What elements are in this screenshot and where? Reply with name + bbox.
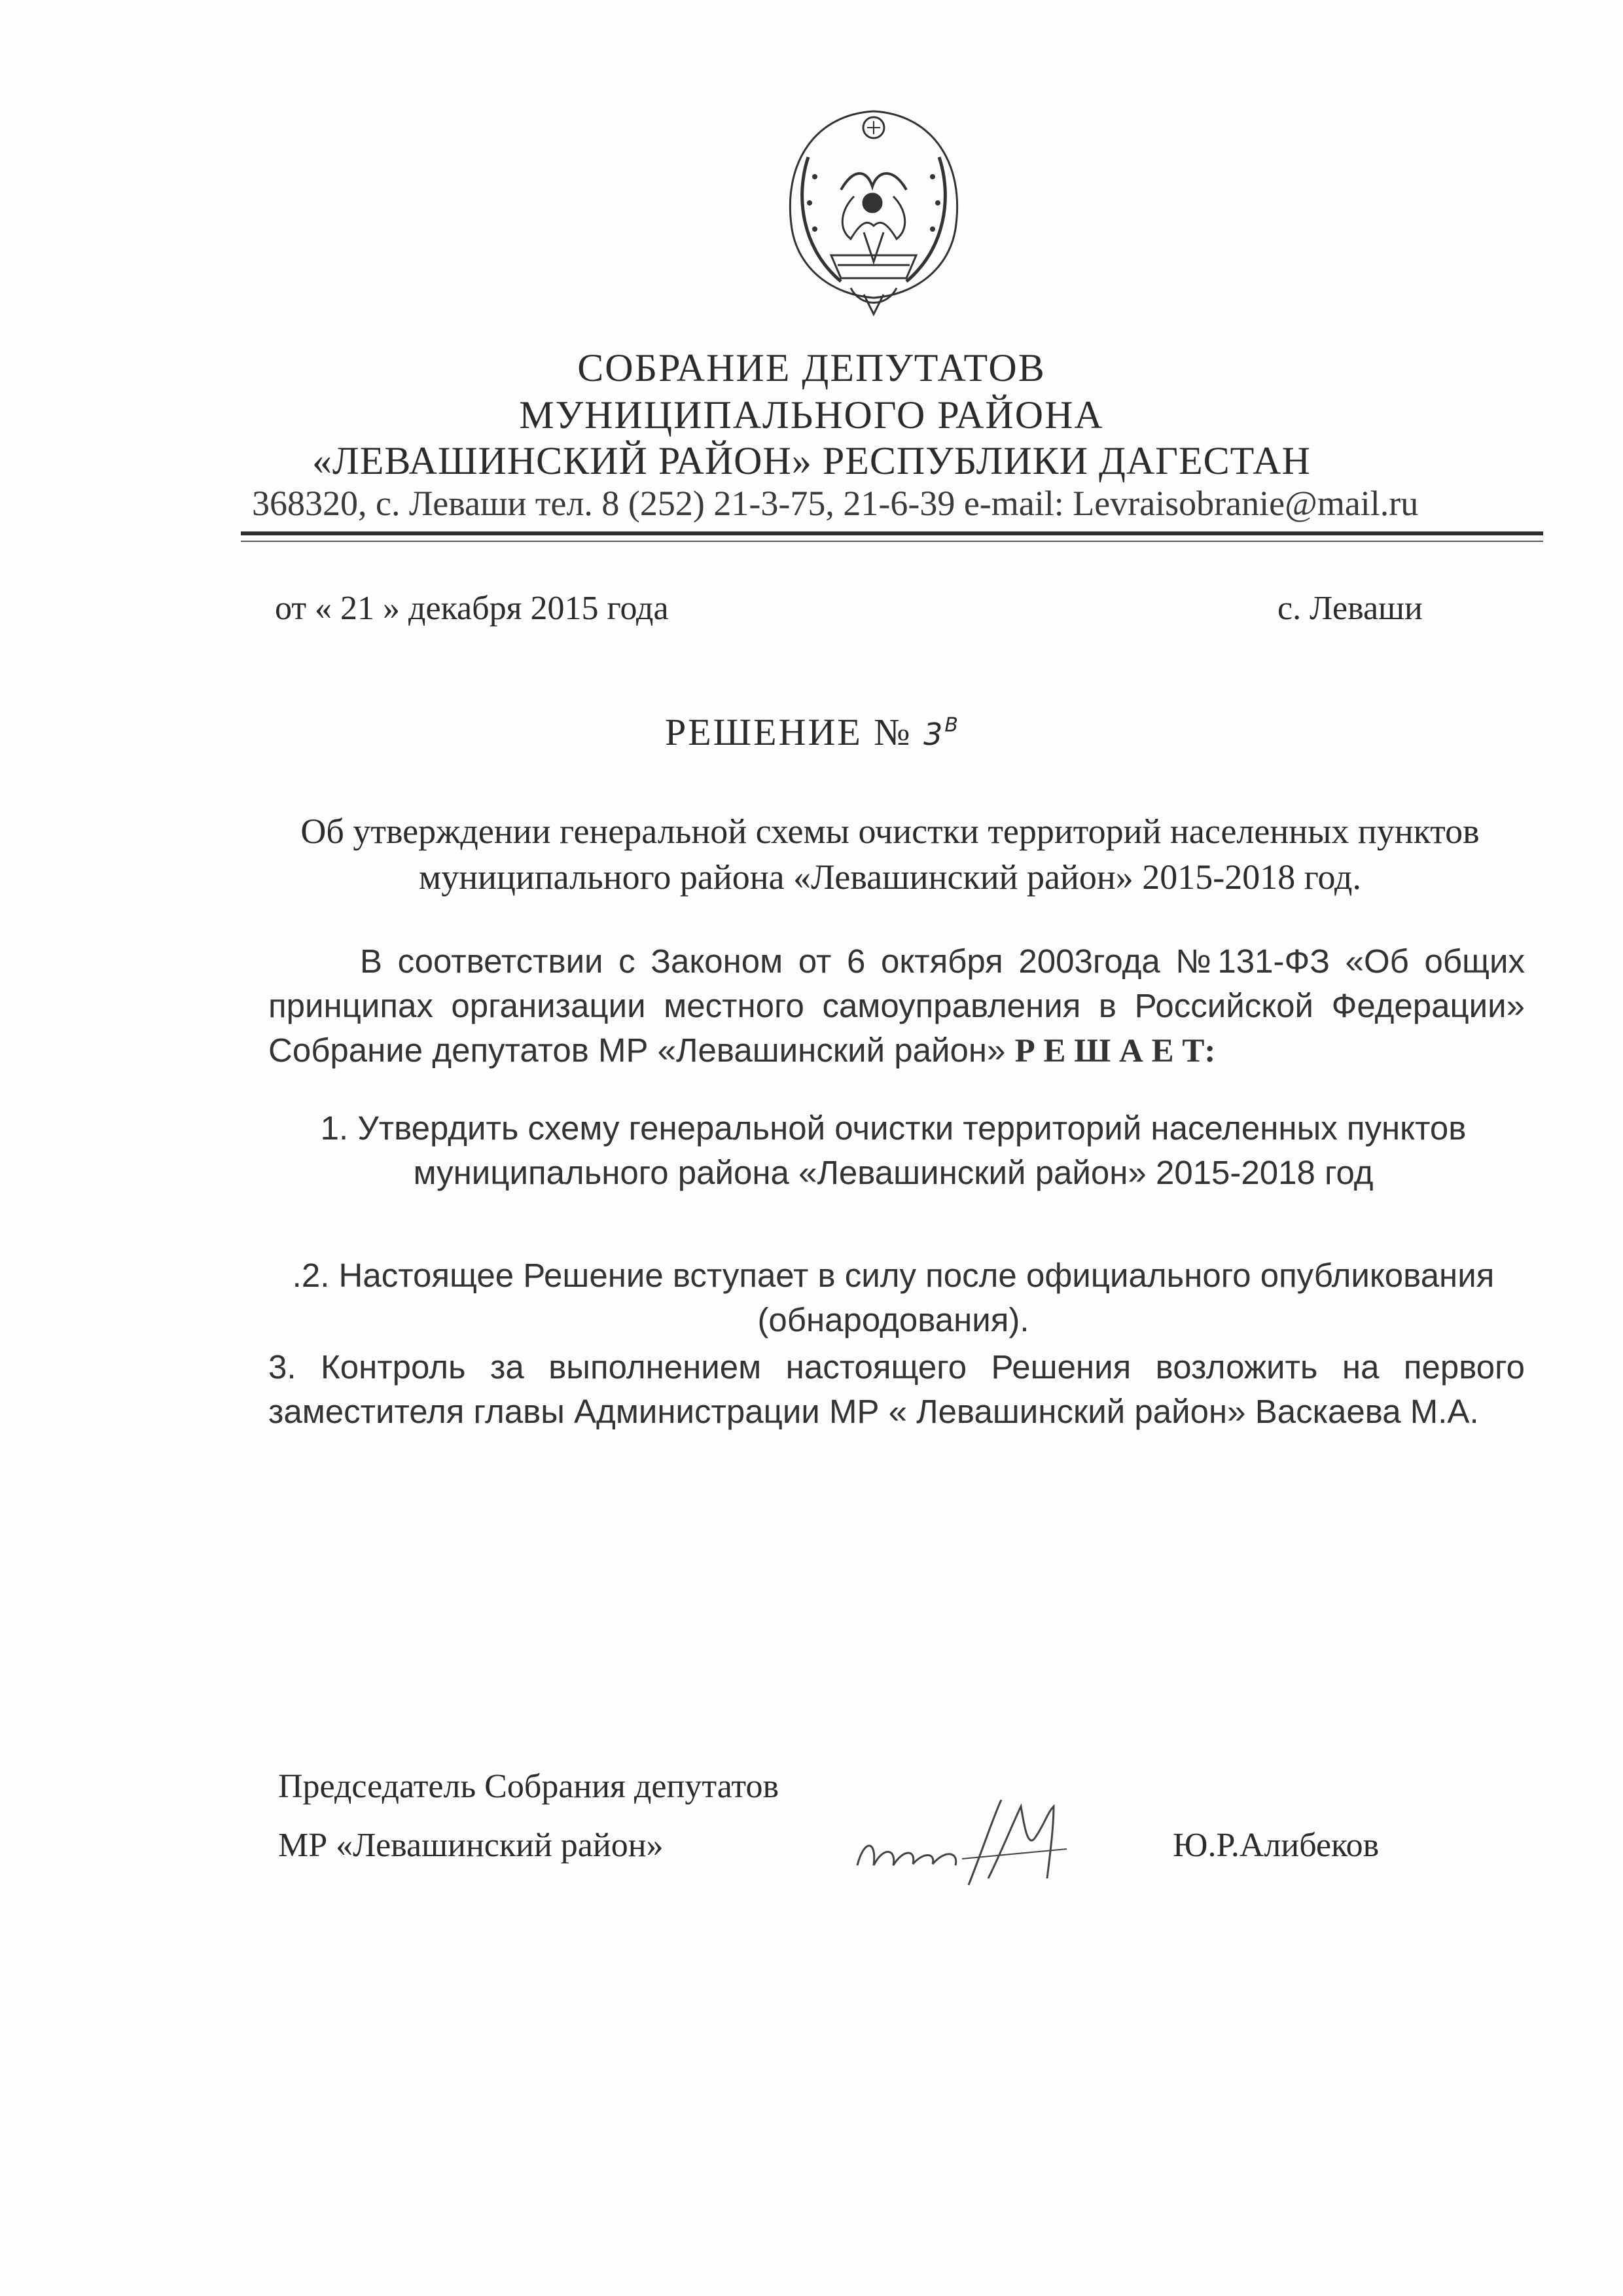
letterhead-contact: 368320, с. Леваши тел. 8 (252) 21-3-75, 21-6-39 e-mail: Levraisobranie@mail.ru [252,484,1419,523]
letterhead-line-3: «ЛЕВАШИНСКИЙ РАЙОН» РЕСПУБЛИКИ ДАГЕСТАН [312,439,1311,482]
decision-number-suffix: В [944,713,959,737]
document-place: с. Леваши [1277,590,1423,627]
signatory-position-line-1: Председатель Собрания депутатов [278,1768,779,1805]
coat-of-arms-icon [769,98,978,321]
document-date: от « 21 » декабря 2015 года [275,590,669,627]
preamble-paragraph [268,939,1525,1073]
letterhead-line-1: СОБРАНИЕ ДЕПУТАТОВ [577,346,1046,389]
decision-item-1: 1. Утвердить схему генеральной очистки территорий населенных пунктов муниципального района «Левашинский район» 2015-2018 год [320,1109,1467,1191]
resolves-text: Р Е Ш А Е Т: [1014,1033,1216,1069]
letterhead-rule [241,531,1543,535]
letterhead-rule-thin [241,541,1543,542]
decision-item-2: .2. Настоящее Решение вступает в силу после официального опубликования (обнародования). [292,1257,1495,1338]
handwritten-signature-icon [838,1787,1086,1898]
signatory-position-line-2: МР «Левашинский район» [278,1827,664,1864]
preamble-text: В соответствии с Законом от 6 октября 2003года №131-ФЗ «Об общих принципах организации местного самоуправления в Российской Федерации» Собрание депутатов МР «Левашинский район» [268,942,1525,1069]
decision-item-3: 3. Контроль за выполнением настоящего Решения возложить на первого заместителя главы Администрации МР « Левашинский район» Васкаева М.А. [268,1348,1525,1430]
letterhead-line-2: МУНИЦИПАЛЬНОГО РАЙОНА [519,393,1104,437]
decision-title [0,710,1623,754]
signatory-name: Ю.Р.Алибеков [1173,1827,1380,1864]
decision-subject: Об утверждении генеральной схемы очистки территорий населенных пунктов муниципального района «Левашинский район» 2015-2018 год. [300,812,1480,897]
decision-title-label: РЕШЕНИЕ № [664,711,912,753]
decision-number: 3 [923,717,945,752]
